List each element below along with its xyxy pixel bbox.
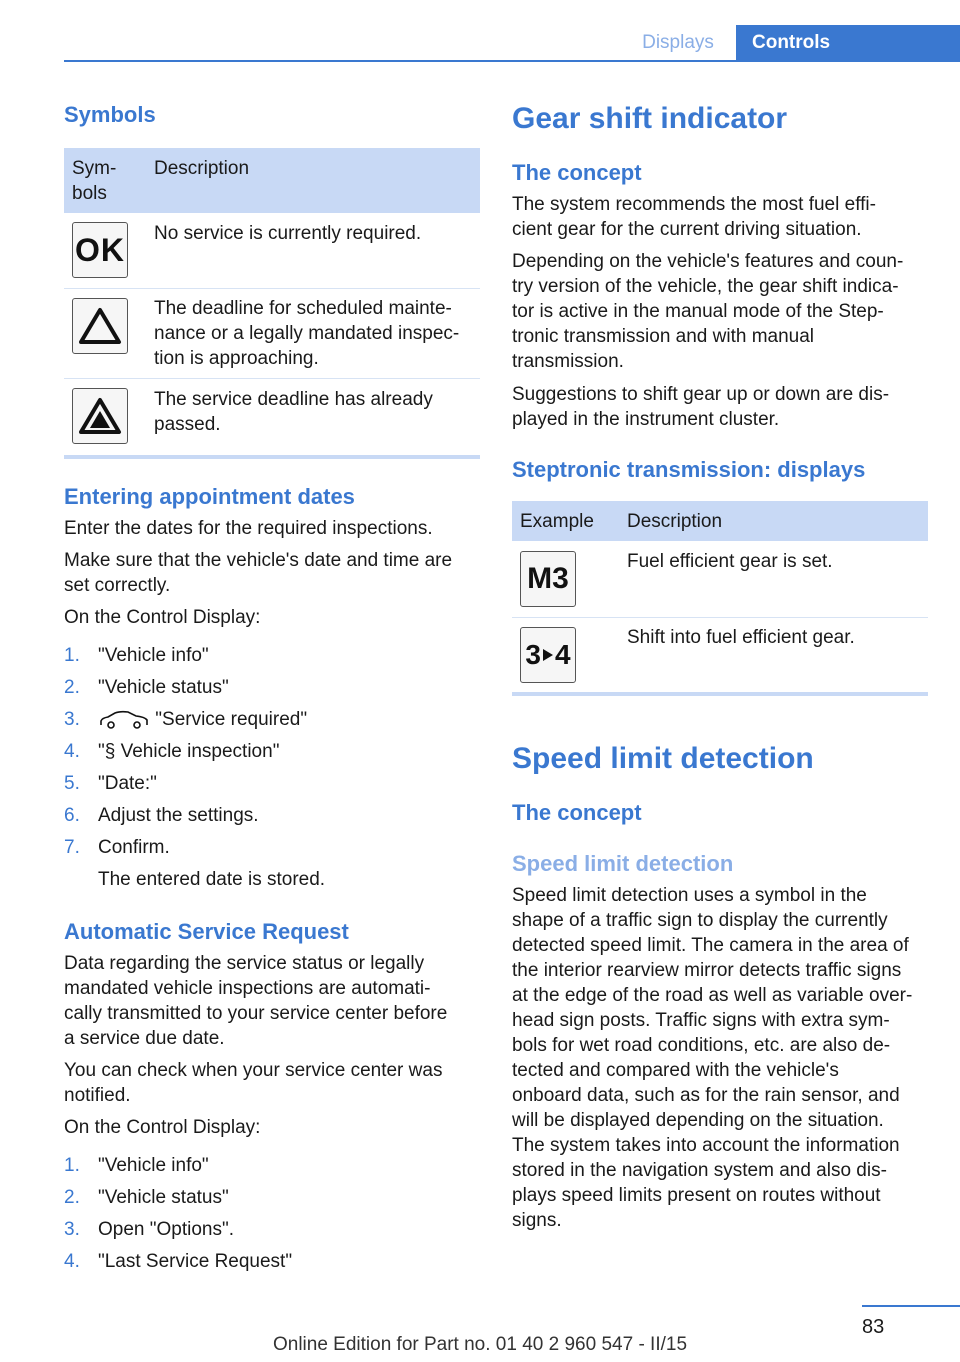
step-text: Open "Options". xyxy=(98,1219,235,1240)
asr-p1-l3: cally transmitted to your service center before xyxy=(64,1003,448,1024)
list-item xyxy=(64,1246,480,1278)
shift-3-to-4-icon xyxy=(520,627,576,683)
step-text: "§ Vehicle inspection" xyxy=(98,741,280,762)
step-number: 5. xyxy=(64,773,80,794)
step-number: 6. xyxy=(64,805,80,826)
ok-icon-text: OK xyxy=(75,231,125,268)
step-number: 4. xyxy=(64,741,80,762)
appointment-heading: Entering appointment dates xyxy=(64,484,355,509)
gear-p3-l1: Suggestions to shift gear up or down are dis- xyxy=(512,384,890,405)
row-approaching-l3: tion is approaching. xyxy=(154,348,319,369)
warning-triangle-outline-icon xyxy=(72,298,128,354)
gear-to-number: 4 xyxy=(555,639,571,670)
step-text: "Vehicle info" xyxy=(98,645,209,666)
header-description: Description xyxy=(627,511,723,532)
speed-subheading: Speed limit detection xyxy=(512,851,734,876)
list-item xyxy=(64,800,480,832)
car-icon xyxy=(98,710,150,730)
table-bottom-rule xyxy=(64,455,480,459)
row-approaching-l2: nance or a legally mandated inspec- xyxy=(154,323,460,344)
speed-line: The system takes into account the information xyxy=(512,1135,900,1156)
step-text: "Last Service Request" xyxy=(98,1251,293,1272)
speed-line: tected and compared with the vehicle's xyxy=(512,1060,839,1081)
footer-rule xyxy=(862,1305,960,1307)
header-symbols-l2: bols xyxy=(72,183,107,204)
step-number: 1. xyxy=(64,1155,80,1176)
speed-line: Speed limit detection uses a symbol in the xyxy=(512,885,867,906)
gear-p2-l1: Depending on the vehicle's features and coun- xyxy=(512,251,904,272)
asr-p1-l1: Data regarding the service status or legally xyxy=(64,953,425,974)
appointment-p3: On the Control Display: xyxy=(64,607,261,628)
appointment-p2-l1: Make sure that the vehicle's date and time are xyxy=(64,550,453,571)
asr-steps xyxy=(64,1150,480,1278)
gear-p3-l2: played in the instrument cluster. xyxy=(512,409,780,430)
page-number: 83 xyxy=(862,1316,885,1338)
row-ok-description: No service is currently required. xyxy=(154,223,422,244)
gear-p1-l2: cient gear for the current driving situation. xyxy=(512,219,862,240)
step-text-with-icon xyxy=(98,704,307,736)
row-approaching-l1: The deadline for scheduled mainte- xyxy=(154,298,452,319)
symbols-heading: Symbols xyxy=(64,102,156,127)
step-text: "Vehicle status" xyxy=(98,1187,229,1208)
table-bottom-rule xyxy=(512,692,928,696)
triangle-filled-svg xyxy=(78,396,122,436)
header-example: Example xyxy=(520,511,594,532)
list-item xyxy=(64,832,480,890)
asr-p1-l4: a service due date. xyxy=(64,1028,225,1049)
list-item xyxy=(64,640,480,672)
speed-line: stored in the navigation system and also dis- xyxy=(512,1160,887,1181)
step-text: Confirm. xyxy=(98,837,170,858)
gear-from-number: 3 xyxy=(525,639,541,670)
step-number: 7. xyxy=(64,837,80,858)
gear-p2-l2: try version of the vehicle, the gear shift indica- xyxy=(512,276,899,297)
symbols-table-header xyxy=(64,148,480,213)
row-m3-description: Fuel efficient gear is set. xyxy=(627,551,833,572)
ok-icon xyxy=(72,222,128,278)
row-passed-l1: The service deadline has already xyxy=(154,389,433,410)
list-item xyxy=(64,768,480,800)
list-item xyxy=(64,672,480,704)
gear-p2-l5: transmission. xyxy=(512,351,624,372)
warning-triangle-filled-icon xyxy=(72,388,128,444)
list-item xyxy=(64,704,480,736)
appointment-p2-l2: set correctly. xyxy=(64,575,171,596)
speed-line: onboard data, such as for the rain sensor, and xyxy=(512,1085,900,1106)
asr-p3: On the Control Display: xyxy=(64,1117,261,1138)
appointment-steps xyxy=(64,640,480,890)
header-rule xyxy=(64,60,960,62)
row-separator xyxy=(64,288,480,289)
header-section-displays: Displays xyxy=(642,32,714,53)
step-number: 3. xyxy=(64,709,80,730)
header-symbols-l1: Sym- xyxy=(72,158,117,179)
step-text: "Vehicle status" xyxy=(98,677,229,698)
gear-p2-l4: tronic transmission and with manual xyxy=(512,326,815,347)
row-shift-description: Shift into fuel efficient gear. xyxy=(627,627,855,648)
asr-p2-l1: You can check when your service center was xyxy=(64,1060,443,1081)
speed-line: will be displayed depending on the situation. xyxy=(512,1110,884,1131)
step-text: "Service required" xyxy=(150,709,308,730)
speed-line: head sign posts. Traffic signs with extra sym- xyxy=(512,1010,890,1031)
step-text: "Vehicle info" xyxy=(98,1155,209,1176)
step-number: 4. xyxy=(64,1251,80,1272)
step-text: "Date:" xyxy=(98,773,157,794)
speed-line: bols for wet road conditions, etc. are also de- xyxy=(512,1035,891,1056)
asr-p2-l2: notified. xyxy=(64,1085,131,1106)
step-number: 2. xyxy=(64,677,80,698)
gear-heading: Gear shift indicator xyxy=(512,102,788,135)
triangle-outline-svg xyxy=(78,306,122,346)
speed-concept-heading: The concept xyxy=(512,800,642,825)
list-item xyxy=(64,1214,480,1246)
edition-footer: Online Edition for Part no. 01 40 2 960 547 - II/15 xyxy=(272,1334,688,1355)
list-item xyxy=(64,736,480,768)
appointment-p1: Enter the dates for the required inspections. xyxy=(64,518,433,539)
row-passed-l2: passed. xyxy=(154,414,221,435)
speed-line: signs. xyxy=(512,1210,562,1231)
speed-line: detected speed limit. The camera in the area of xyxy=(512,935,909,956)
gear-concept-heading: The concept xyxy=(512,160,642,185)
row-separator xyxy=(512,617,928,618)
m3-gear-icon xyxy=(520,551,576,607)
step-number: 2. xyxy=(64,1187,80,1208)
list-item xyxy=(64,1150,480,1182)
speed-line: the interior rearview mirror detects traffic signs xyxy=(512,960,902,981)
arrow-right-icon xyxy=(541,645,555,665)
asr-heading: Automatic Service Request xyxy=(64,919,349,944)
gear-p1-l1: The system recommends the most fuel effi- xyxy=(512,194,876,215)
header-description: Description xyxy=(154,158,250,179)
step-text: Adjust the settings. xyxy=(98,805,259,826)
step-number: 3. xyxy=(64,1219,80,1240)
asr-p1-l2: mandated vehicle inspections are automati- xyxy=(64,978,431,999)
m3-gear-icon-text: M3 xyxy=(527,562,569,595)
step-number: 1. xyxy=(64,645,80,666)
speed-line: shape of a traffic sign to display the currently xyxy=(512,910,888,931)
header-chapter-controls: Controls xyxy=(736,25,960,61)
row-separator xyxy=(64,378,480,379)
gear-p2-l3: tor is active in the manual mode of the Step- xyxy=(512,301,884,322)
list-item xyxy=(64,1182,480,1214)
speed-line: at the edge of the road as well as variable over- xyxy=(512,985,913,1006)
speed-line: plays speed limits present on routes without xyxy=(512,1185,881,1206)
steptronic-table-header xyxy=(512,501,928,541)
steptronic-heading: Steptronic transmission: displays xyxy=(512,457,866,482)
step-result: The entered date is stored. xyxy=(98,869,326,890)
speed-heading: Speed limit detection xyxy=(512,742,814,775)
